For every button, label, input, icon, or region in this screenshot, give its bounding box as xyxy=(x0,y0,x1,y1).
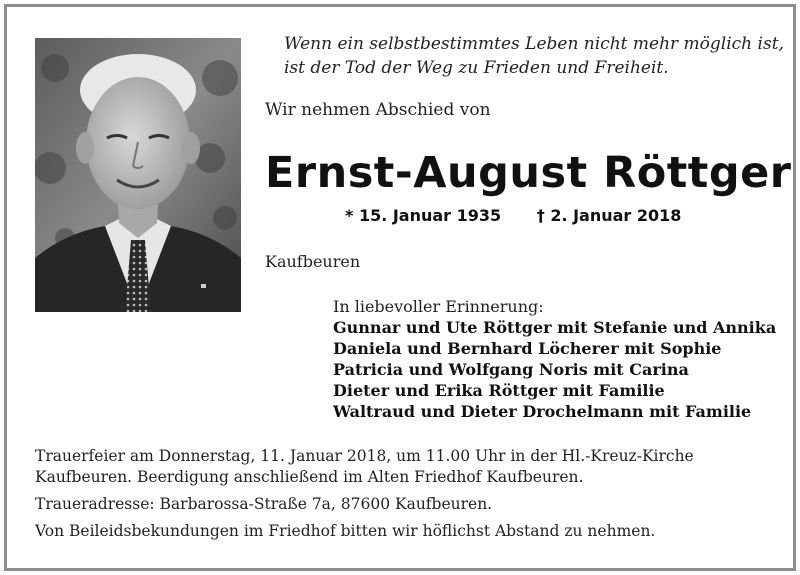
mourner-line: Daniela und Bernhard Löcherer mit Sophie xyxy=(333,339,722,358)
death-date: † 2. Januar 2018 xyxy=(536,206,682,225)
ceremony-info xyxy=(35,446,775,488)
mourner-line: Patricia und Wolfgang Noris mit Carina xyxy=(333,360,689,379)
birth-date: * 15. Januar 1935 xyxy=(345,206,502,225)
ceremony-line-1: Trauerfeier am Donnerstag, 11. Januar 2018, um 11.00 Uhr in der Hl.-Kreuz-Kirche xyxy=(35,447,694,465)
mourner-line: Waltraud und Dieter Drochelmann mit Familie xyxy=(333,402,752,421)
mourner-line: Dieter und Erika Röttger mit Familie xyxy=(333,381,665,400)
farewell-text: Wir nehmen Abschied von xyxy=(265,100,491,120)
deceased-city: Kaufbeuren xyxy=(265,252,361,271)
condolence-request: Von Beileidsbekundungen im Friedhof bitten wir höflichst Abstand zu nehmen. xyxy=(35,522,656,540)
funeral-info xyxy=(35,446,775,548)
portrait-photo xyxy=(35,38,241,312)
mourner-line: Gunnar und Ute Röttger mit Stefanie und Annika xyxy=(333,318,777,337)
mourning-address: Traueradresse: Barbarossa-Straße 7a, 87600 Kaufbeuren. xyxy=(35,495,493,513)
ceremony-line-2: Kaufbeuren. Beerdigung anschließend im Alten Friedhof Kaufbeuren. xyxy=(35,468,584,486)
motto-line-1: Wenn ein selbstbestimmtes Leben nicht mehr möglich ist, xyxy=(284,34,784,54)
mourners-intro: In liebevoller Erinnerung: xyxy=(333,297,544,316)
deceased-name: Ernst-August Röttger xyxy=(265,148,792,198)
mourners-list xyxy=(333,296,777,422)
motto-quote xyxy=(284,32,784,80)
life-dates xyxy=(345,206,681,225)
motto-line-2: ist der Tod der Weg zu Frieden und Freiheit. xyxy=(284,58,669,78)
